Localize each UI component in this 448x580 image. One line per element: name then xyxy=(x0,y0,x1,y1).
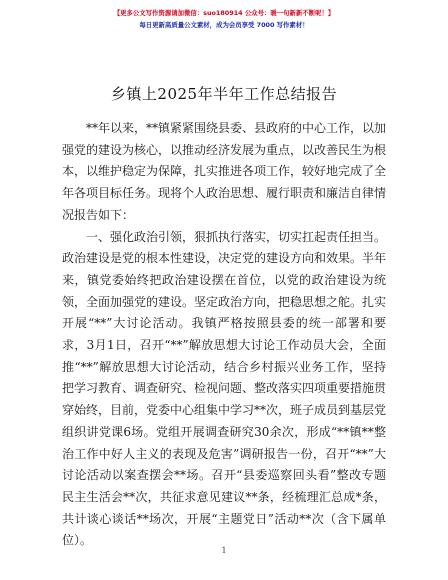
page-number: 1 xyxy=(221,546,227,555)
promo-banner-line-1: 【更多公文写作资源请加微信：suo180914 公众号：暖一句新新不断呢！】 xyxy=(113,9,335,17)
document-title: 乡镇上2025年半年工作总结报告 xyxy=(110,85,338,103)
section-one-paragraph: 一、强化政治引领，狠抓执行落实，切实扛起责任担当。政治建设是党的根本性建设，决定党的建设方向和效果。半年来，镇党委始终把政治建设摆在首位，以党的政治建设为统领，全面加强党的建设。坚定政治方向，把稳思想之舵。扎实开展“**”大讨论活动。我镇严格按照县委的统一部署和要求，3月1日，召开“**”解放思想大讨论工作动员大会，全面推“**”解放思想大讨论活动，结合乡村振兴业务工作，坚持把学习教育、调查研究、检视问题、整改落实四项重要措施贯穿始终，目前，党委中心组集中学习**次，班子成员到基层党组织讲党课6场。党组开展调查研究30余次，形成“**镇**整治工作中好人主义的表现及危害”调研报告一份，召开“**”大讨论活动以案查摆会**场。召开“县委巡察回头看”整改专题民主生活会**次，共征求意见建议**条，经梳理汇总成*条，共计谈心谈话**场次，开展“主题党日”活动**次（含下属单位）。 xyxy=(62,229,387,548)
intro-paragraph: **年以来，**镇紧紧围绕县委、县政府的中心工作，以加强党的建设为核心，以推动经济发展为重点，以改善民生为根本，以维护稳定为保障，扎实推进各项工作，较好地完成了全年各项目标任务。现将个人政治思想、履行职责和廉洁自律情况报告如下： xyxy=(62,121,387,222)
document-body xyxy=(62,118,386,552)
promo-banner-line-2: 每日更新高质量公文素材，成为会员享受 7000 写作素材！ xyxy=(139,21,309,29)
